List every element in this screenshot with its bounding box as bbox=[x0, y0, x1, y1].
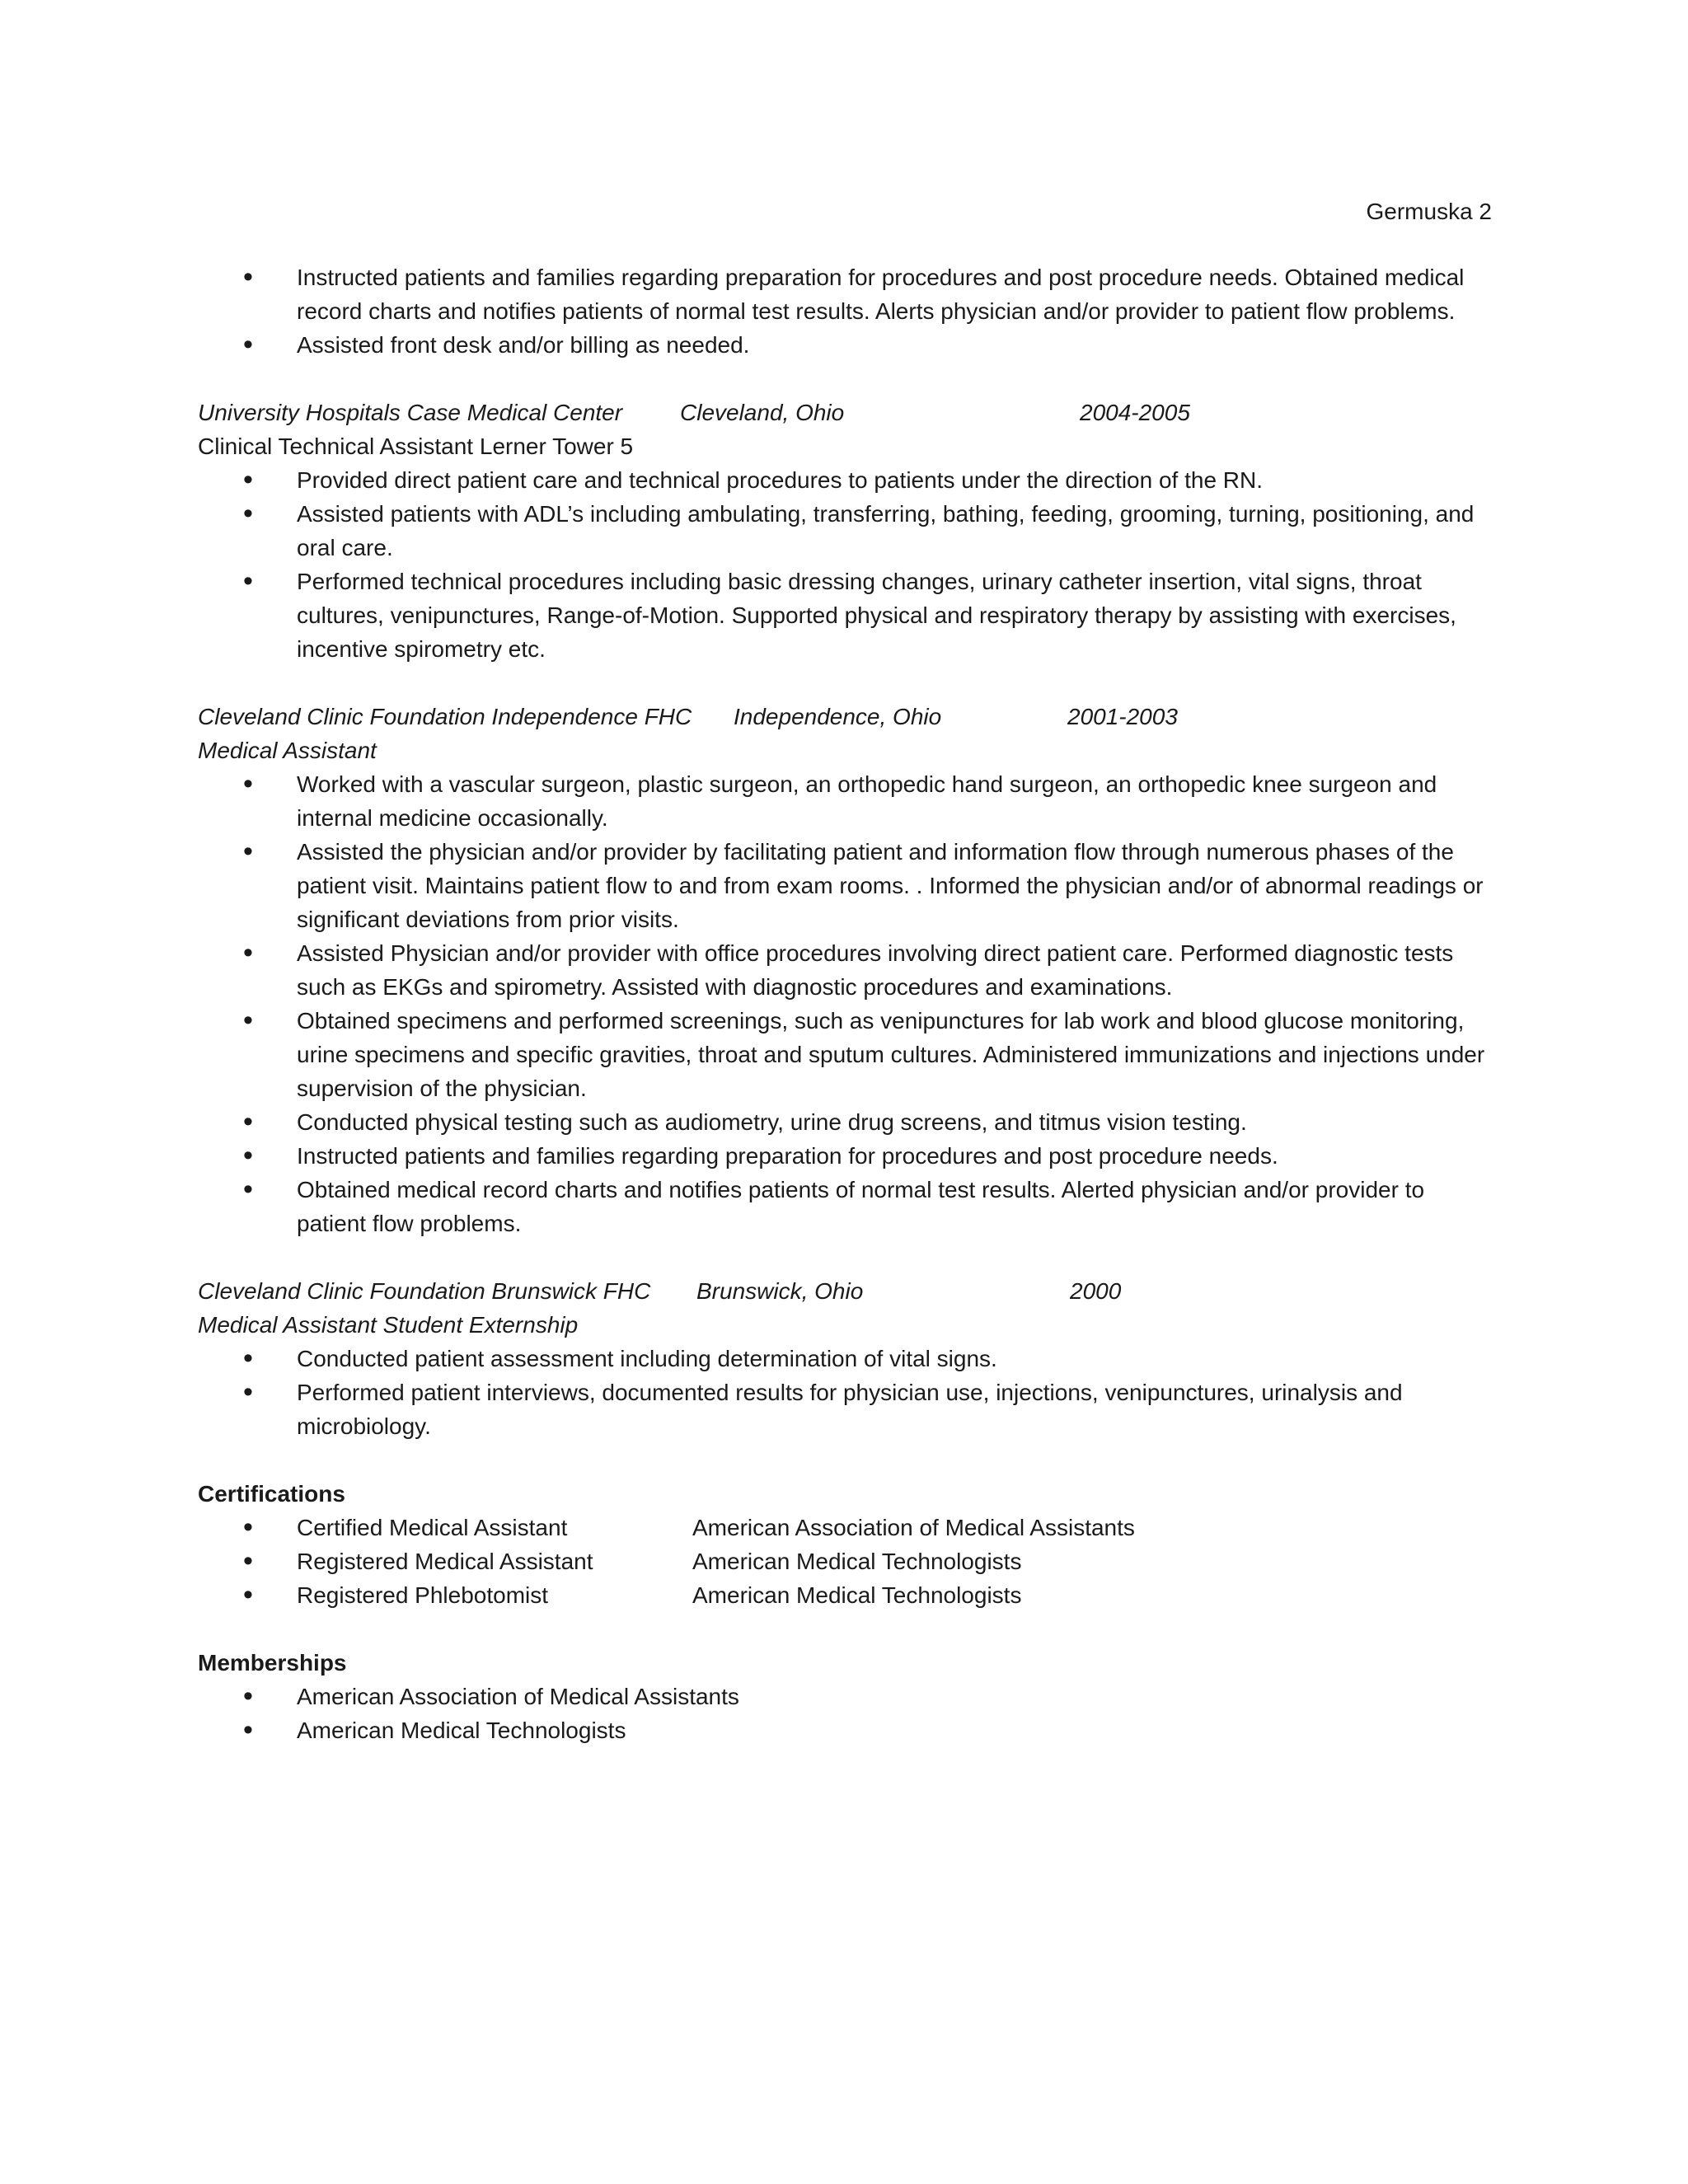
list-item: • Assisted the physician and/or provider by facilitating patient and information flow through numerous phases of the patient visit. Maintains patient flow to and from exam rooms. . Informed the physician and/or of abnormal readings or significant deviations from prior visits. bbox=[198, 835, 1492, 936]
list-item: • Worked with a vascular surgeon, plastic surgeon, an orthopedic hand surgeon, an orthopedic knee surgeon and internal medicine occasionally. bbox=[198, 767, 1492, 835]
page-header: Germuska 2 bbox=[1366, 199, 1492, 224]
employer-name: Cleveland Clinic Foundation Brunswick FHC bbox=[198, 1278, 651, 1304]
memberships-section bbox=[198, 1646, 1492, 1747]
list-item: • Assisted Physician and/or provider with office procedures involving direct patient care. Performed diagnostic tests such as EKGs and spirometry. Assisted with diagnostic procedures and examinations. bbox=[198, 936, 1492, 1004]
job-dates: 2000 bbox=[1070, 1278, 1122, 1304]
memberships-list bbox=[198, 1680, 1492, 1747]
job-section-independence bbox=[198, 700, 1492, 1240]
list-item: • Obtained specimens and performed screenings, such as venipunctures for lab work and blood glucose monitoring, urine specimens and specific gravities, throat and sputum cultures. Administered immunizations and injections under supervision of the physician. bbox=[198, 1004, 1492, 1105]
certification-org: American Medical Technologists bbox=[692, 1549, 1022, 1574]
list-item: • Conducted patient assessment including determination of vital signs. bbox=[198, 1342, 1492, 1376]
certification-item bbox=[198, 1544, 1492, 1578]
job-location: Brunswick, Ohio bbox=[696, 1278, 864, 1304]
job-bullet-list bbox=[198, 1342, 1492, 1443]
employer-name: Cleveland Clinic Foundation Independence FHC bbox=[198, 704, 692, 729]
certification-item bbox=[198, 1578, 1492, 1612]
list-item: • Assisted front desk and/or billing as needed. bbox=[198, 328, 1492, 362]
job-header bbox=[198, 396, 1492, 429]
job-bullet-list bbox=[198, 463, 1492, 666]
list-item: • Provided direct patient care and technical procedures to patients under the direction of the RN. bbox=[198, 463, 1492, 497]
certification-org: American Medical Technologists bbox=[692, 1582, 1022, 1608]
certifications-section bbox=[198, 1477, 1492, 1612]
list-item: • American Association of Medical Assistants bbox=[198, 1680, 1492, 1713]
certification-name: • Certified Medical Assistant bbox=[297, 1515, 568, 1540]
job-role: Medical Assistant Student Externship bbox=[198, 1312, 579, 1338]
certification-name: • Registered Phlebotomist bbox=[297, 1582, 549, 1608]
job-role: Clinical Technical Assistant Lerner Tower 5 bbox=[198, 434, 634, 459]
certifications-list bbox=[198, 1511, 1492, 1612]
list-item: • Instructed patients and families regarding preparation for procedures and post procedure needs. bbox=[198, 1139, 1492, 1173]
job-dates: 2001-2003 bbox=[1067, 704, 1178, 729]
job-header bbox=[198, 700, 1492, 733]
job-section-brunswick bbox=[198, 1274, 1492, 1443]
memberships-heading: Memberships bbox=[198, 1650, 347, 1675]
certification-item bbox=[198, 1511, 1492, 1544]
certification-name: • Registered Medical Assistant bbox=[297, 1549, 593, 1574]
list-item: • Instructed patients and families regarding preparation for procedures and post procedure needs. Obtained medical record charts and notifies patients of normal test results. Alerts physician and/or provider to patient flow problems. bbox=[198, 260, 1492, 328]
certifications-heading: Certifications bbox=[198, 1481, 345, 1507]
continued-bullet-list bbox=[198, 260, 1492, 362]
job-location: Cleveland, Ohio bbox=[680, 400, 845, 425]
list-item: • Assisted patients with ADL’s including ambulating, transferring, bathing, feeding, grooming, turning, positioning, and oral care. bbox=[198, 497, 1492, 565]
list-item: • Performed patient interviews, documented results for physician use, injections, venipunctures, urinalysis and microbiology. bbox=[198, 1376, 1492, 1443]
job-location: Independence, Ohio bbox=[734, 704, 942, 729]
list-item: • Obtained medical record charts and notifies patients of normal test results. Alerted physician and/or provider to patient flow problems. bbox=[198, 1173, 1492, 1240]
job-dates: 2004-2005 bbox=[1080, 400, 1190, 425]
job-bullet-list bbox=[198, 767, 1492, 1240]
job-role: Medical Assistant bbox=[198, 738, 377, 763]
list-item: • Performed technical procedures including basic dressing changes, urinary catheter insertion, vital signs, throat cultures, venipunctures, Range-of-Motion. Supported physical and respiratory therapy by assisting with exercises, incentive spirometry etc. bbox=[198, 565, 1492, 666]
employer-name: University Hospitals Case Medical Center bbox=[198, 400, 623, 425]
job-header bbox=[198, 1274, 1492, 1308]
certification-org: American Association of Medical Assistants bbox=[692, 1515, 1135, 1540]
job-section-uh bbox=[198, 396, 1492, 666]
page-content bbox=[198, 194, 1492, 1747]
list-item: • Conducted physical testing such as audiometry, urine drug screens, and titmus vision testing. bbox=[198, 1105, 1492, 1139]
list-item: • American Medical Technologists bbox=[198, 1713, 1492, 1747]
